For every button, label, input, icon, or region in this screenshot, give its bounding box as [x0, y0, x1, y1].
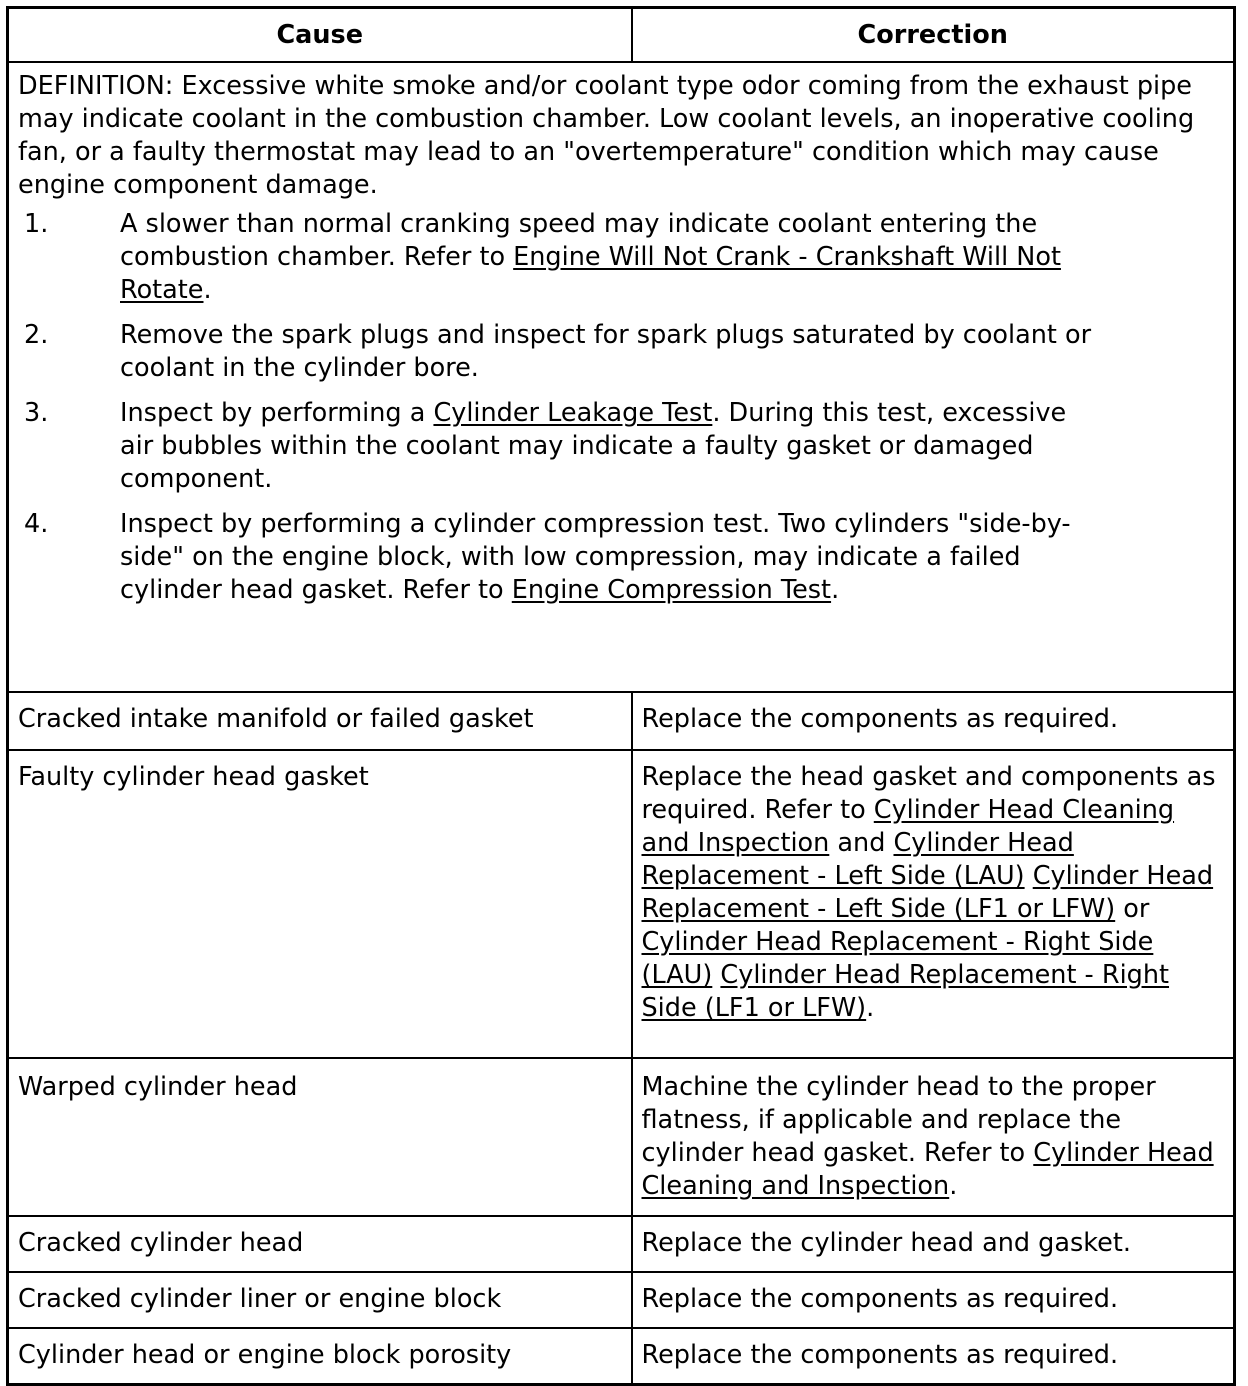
cause-cell: Cylinder head or engine block porosity: [8, 1328, 632, 1385]
correction-cell: Replace the cylinder head and gasket.: [632, 1216, 1235, 1272]
table-row: [8, 1328, 1235, 1385]
correction-cell: [632, 750, 1235, 1058]
joiner-text: and: [829, 828, 894, 858]
table-row: [8, 1272, 1235, 1328]
cause-cell: Warped cylinder head: [8, 1058, 632, 1216]
correction-cell: Replace the components as required.: [632, 1272, 1235, 1328]
header-cause: Cause: [8, 8, 632, 63]
link-engine-compression-test[interactable]: Engine Compression Test: [511, 575, 832, 605]
cause-cell: Cracked cylinder liner or engine block: [8, 1272, 632, 1328]
table-row: [8, 1216, 1235, 1272]
step-text: Inspect by performing a cylinder compression test. Two cylinders "side-by-side" on the engine block, with low compression, may indicate a failed cylinder head gasket. Refer to: [120, 509, 1071, 605]
step-text: A slower than normal cranking speed may indicate coolant entering the combustion chamber. Refer to: [120, 209, 1038, 272]
correction-cell: [632, 1058, 1235, 1216]
link-cylinder-head-cleaning[interactable]: Cylinder Head Cleaning and Inspection: [641, 1138, 1214, 1201]
correction-text: Replace the head gasket and components as required. Refer to: [641, 762, 1216, 825]
table-row: [8, 750, 1235, 1058]
step-text: Remove the spark plugs and inspect for spark plugs saturated by coolant or coolant in the cylinder bore.: [120, 320, 1092, 383]
table-row: [8, 692, 1235, 750]
step-text: Inspect by performing a: [120, 398, 434, 428]
step-text-end: .: [831, 575, 840, 605]
cause-cell: Faulty cylinder head gasket: [8, 750, 632, 1058]
definition-row: [8, 62, 1235, 692]
step-number: 4.: [24, 509, 49, 539]
link-cylinder-head-cleaning[interactable]: Cylinder Head Cleaning and Inspection: [641, 795, 1175, 858]
step-number: 3.: [24, 398, 49, 428]
header-correction: Correction: [632, 8, 1235, 63]
diagnostic-table: [6, 6, 1236, 1386]
step-item: [18, 508, 1093, 607]
step-item: [18, 319, 1093, 385]
joiner-text: or: [1115, 894, 1150, 924]
step-item: [18, 397, 1093, 496]
step-text-end: . During this test, excessive air bubbles within the coolant may indicate a faulty gasket or damaged component.: [120, 398, 1067, 494]
cause-cell: Cracked cylinder head: [8, 1216, 632, 1272]
correction-text: Machine the cylinder head to the proper flatness, if applicable and replace the cylinder head gasket. Refer to: [641, 1072, 1156, 1168]
link-head-replacement-right-lau[interactable]: Cylinder Head Replacement - Right Side (LAU): [641, 927, 1154, 990]
link-engine-will-not-crank[interactable]: Engine Will Not Crank - Crankshaft Will Not Rotate: [120, 242, 1061, 305]
joiner-text: [1025, 861, 1033, 891]
joiner-text: .: [866, 993, 875, 1023]
correction-cell: Replace the components as required.: [632, 692, 1235, 750]
steps-list: [18, 208, 1093, 607]
correction-text-end: .: [949, 1171, 958, 1201]
definition-text: DEFINITION: Excessive white smoke and/or coolant type odor coming from the exhaust pipe may indicate coolant in the combustion chamber. Low coolant levels, an inoperative cooling fan, or a faulty thermostat may lead to an "overtemperature" condition which may cause engine component damage.: [18, 71, 1195, 200]
cause-cell: Cracked intake manifold or failed gasket: [8, 692, 632, 750]
step-number: 2.: [24, 320, 49, 350]
definition-cell: [8, 62, 1235, 692]
link-head-replacement-left-lf1[interactable]: Cylinder Head Replacement - Left Side (LF1 or LFW): [641, 861, 1214, 924]
table-row: [8, 1058, 1235, 1216]
link-head-replacement-left-lau[interactable]: Cylinder Head Replacement - Left Side (LAU): [641, 828, 1074, 891]
link-cylinder-leakage-test[interactable]: Cylinder Leakage Test: [433, 398, 713, 428]
link-head-replacement-right-lf1[interactable]: Cylinder Head Replacement - Right Side (LF1 or LFW): [641, 960, 1170, 1023]
header-row: [8, 8, 1235, 63]
correction-cell: Replace the components as required.: [632, 1328, 1235, 1385]
step-text-end: .: [203, 275, 212, 305]
step-item: [18, 208, 1093, 307]
step-number: 1.: [24, 209, 49, 239]
